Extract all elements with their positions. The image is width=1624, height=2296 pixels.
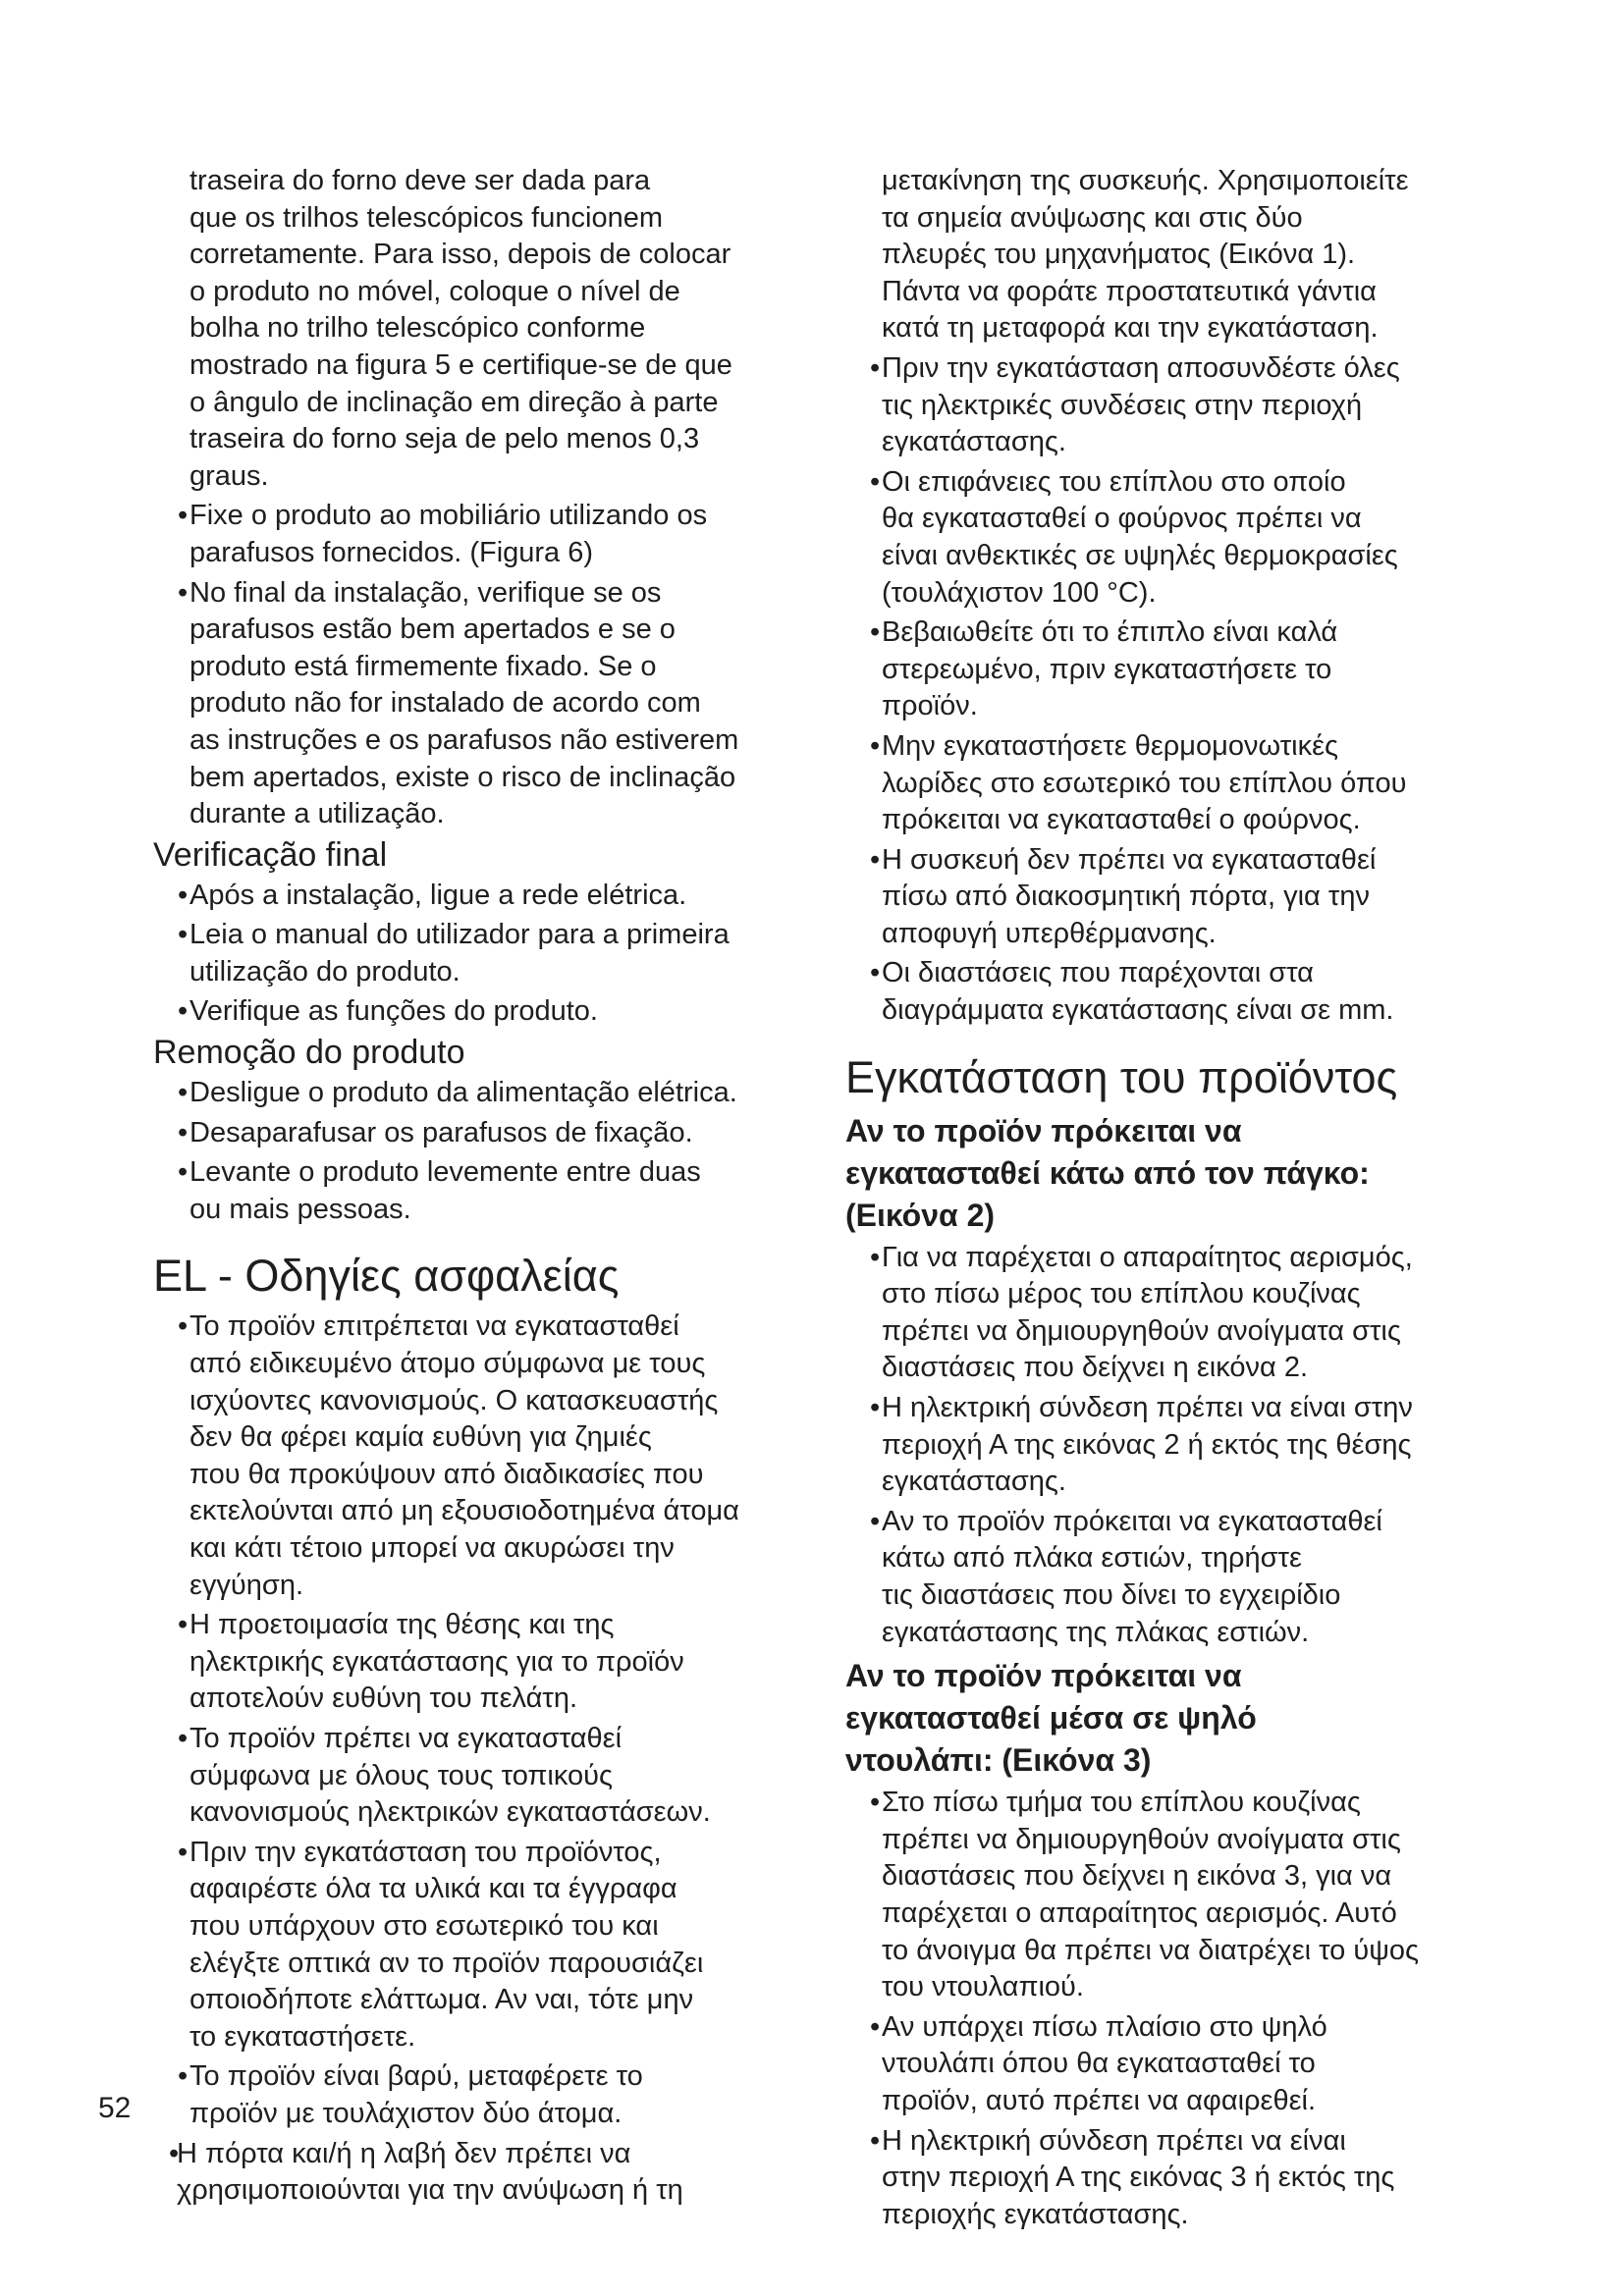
list-item: • Leia o manual do utilizador para a primeira utilização do produto. (147, 917, 815, 990)
list-item: • Fixe o produto ao mobiliário utilizando os parafusos fornecidos. (Figura 6) (147, 498, 815, 571)
list-item: • Desaparafusar os parafusos de fixação. (147, 1115, 815, 1152)
section-heading-remocao: Remoção do produto (153, 1034, 465, 1072)
section-heading-verificacao: Verificação final (153, 835, 388, 874)
list-item: • Το προϊόν επιτρέπεται να εγκατασταθεί από ειδικευμένο άτομο σύμφωνα με τους ισχύοντες κανονισμούς. Ο κατασκευαστής δεν θα φέρει καμία ευθύνη για ζημιές που θα προκύψουν από διαδικασίες που εκτελούνται από μη εξουσιοδοτημένα άτομα και κάτι τέτοιο μπορεί να ακυρώσει την εγγύηση. (147, 1308, 815, 1604)
list-item: • Após a instalação, ligue a rede elétrica. (147, 878, 815, 915)
list-item: • No final da instalação, verifique se os parafusos estão bem apertados e se o produto está firmemente fixado. Se o produto não for instalado de acordo com as instruções e os parafusos não estiverem bem apertados, existe o risco de inclinação durante a utilização. (147, 575, 815, 833)
list-item: • Η συσκευή δεν πρέπει να εγκατασταθεί πίσω από διακοσμητική πόρτα, για την αποφυγή υπερθέρμανσης. (839, 842, 1488, 953)
section-heading-el-safety: EL - Οδηγίες ασφαλείας (153, 1251, 620, 1302)
subheading-under-counter: Αν το προϊόν πρόκειται να εγκατασταθεί κάτω από τον πάγκο: (Εικόνα 2) (845, 1112, 1370, 1233)
list-item: • Μην εγκαταστήσετε θερμομονωτικές λωρίδες στο εσωτερικό του επίπλου όπου πρόκειται να εγκατασταθεί ο φούρνος. (839, 728, 1488, 839)
list-item: • Verifique as funções do produto. (147, 993, 815, 1031)
list-item: • Το προϊόν είναι βαρύ, μεταφέρετε το προϊόν με τουλάχιστον δύο άτομα. (147, 2058, 815, 2132)
list-item: • Αν το προϊόν πρόκειται να εγκατασταθεί κάτω από πλάκα εστιών, τηρήστε τις διαστάσεις που δίνει το εγχειρίδιο εγκατάστασης της πλάκας εστιών. (839, 1504, 1488, 1651)
list-item: • Οι επιφάνειες του επίπλου στο οποίο θα εγκατασταθεί ο φούρνος πρέπει να είναι ανθεκτικές σε υψηλές θερμοκρασίες (τουλάχιστον 100 °C). (839, 464, 1488, 612)
list-item: • Η ηλεκτρική σύνδεση πρέπει να είναι στην περιοχή Α της εικόνας 2 ή εκτός της θέσης εγκατάστασης. (839, 1390, 1488, 1501)
section-heading-installation: Εγκατάσταση του προϊόντος (845, 1051, 1398, 1102)
list-item: • Στο πίσω τμήμα του επίπλου κουζίνας πρέπει να δημιουργηθούν ανοίγματα στις διαστάσεις που δείχνει η εικόνα 3, για να παρέχεται ο απαραίτητος αερισμός. Αυτό το άνοιγμα θα πρέπει να διατρέχει το ύψος του ντουλαπιού. (839, 1785, 1488, 2006)
list-item: • Levante o produto levemente entre duas ou mais pessoas. (147, 1154, 815, 1228)
page-number: 52 (98, 2092, 132, 2124)
list-item: • Οι διαστάσεις που παρέχονται στα διαγράμματα εγκατάστασης είναι σε mm. (839, 955, 1488, 1029)
list-item: • Πριν την εγκατάσταση του προϊόντος, αφαιρέστε όλα τα υλικά και τα έγγραφα που υπάρχουν στο εσωτερικό του και ελέγξτε οπτικά αν το προϊόν παρουσιάζει οποιοδήποτε ελάττωμα. Αν ναι, τότε μην το εγκαταστήσετε. (147, 1835, 815, 2056)
list-item: • Για να παρέχεται ο απαραίτητος αερισμός, στο πίσω μέρος του επίπλου κουζίνας πρέπει να δημιουργηθούν ανοίγματα στις διαστάσεις που δείχνει η εικόνα 2. (839, 1240, 1488, 1387)
intro-paragraph: traseira do forno deve ser dada para que os trilhos telescópicos funcionem corretamente. Para isso, depois de colocar o produto no móvel, coloque o nível de bolha no trilho telescópico conforme mostrado na figura 5 e certifique-se de que o ângulo de inclinação em direção à parte traseira do forno seja de pelo menos 0,3 graus. (189, 165, 732, 492)
list-item: • Η ηλεκτρική σύνδεση πρέπει να είναι στην περιοχή Α της εικόνας 3 ή εκτός της περιοχής εγκατάστασης. (839, 2123, 1488, 2234)
list-item: • Η πόρτα και/ή η λαβή δεν πρέπει να χρησιμοποιούνται για την ανύψωση ή τη (147, 2136, 815, 2210)
left-column (147, 163, 815, 2210)
list-item: • Βεβαιωθείτε ότι το έπιπλο είναι καλά στερεωμένο, πριν εγκαταστήσετε το προϊόν. (839, 614, 1488, 725)
list-item: • Αν υπάρχει πίσω πλαίσιο στο ψηλό ντουλάπι όπου θα εγκατασταθεί το προϊόν, αυτό πρέπει να αφαιρεθεί. (839, 2009, 1488, 2120)
list-item: • Η προετοιμασία της θέσης και της ηλεκτρικής εγκατάστασης για το προϊόν αποτελούν ευθύνη του πελάτη. (147, 1607, 815, 1718)
list-item: • Το προϊόν πρέπει να εγκατασταθεί σύμφωνα με όλους τους τοπικούς κανονισμούς ηλεκτρικών εγκαταστάσεων. (147, 1721, 815, 1832)
continuation-paragraph: μετακίνηση της συσκευής. Χρησιμοποιείτε τα σημεία ανύψωσης και στις δύο πλευρές του μηχανήματος (Εικόνα 1). Πάντα να φοράτε προστατευτικά γάντια κατά τη μεταφορά και την εγκατάσταση. (882, 165, 1409, 345)
subheading-tall-cabinet: Αν το προϊόν πρόκειται να εγκατασταθεί μέσα σε ψηλό ντουλάπι: (Εικόνα 3) (845, 1658, 1257, 1779)
list-item: • Πριν την εγκατάσταση αποσυνδέστε όλες τις ηλεκτρικές συνδέσεις στην περιοχή εγκατάστασης. (839, 350, 1488, 461)
right-column (839, 163, 1488, 2233)
list-item: • Desligue o produto da alimentação elétrica. (147, 1075, 815, 1112)
